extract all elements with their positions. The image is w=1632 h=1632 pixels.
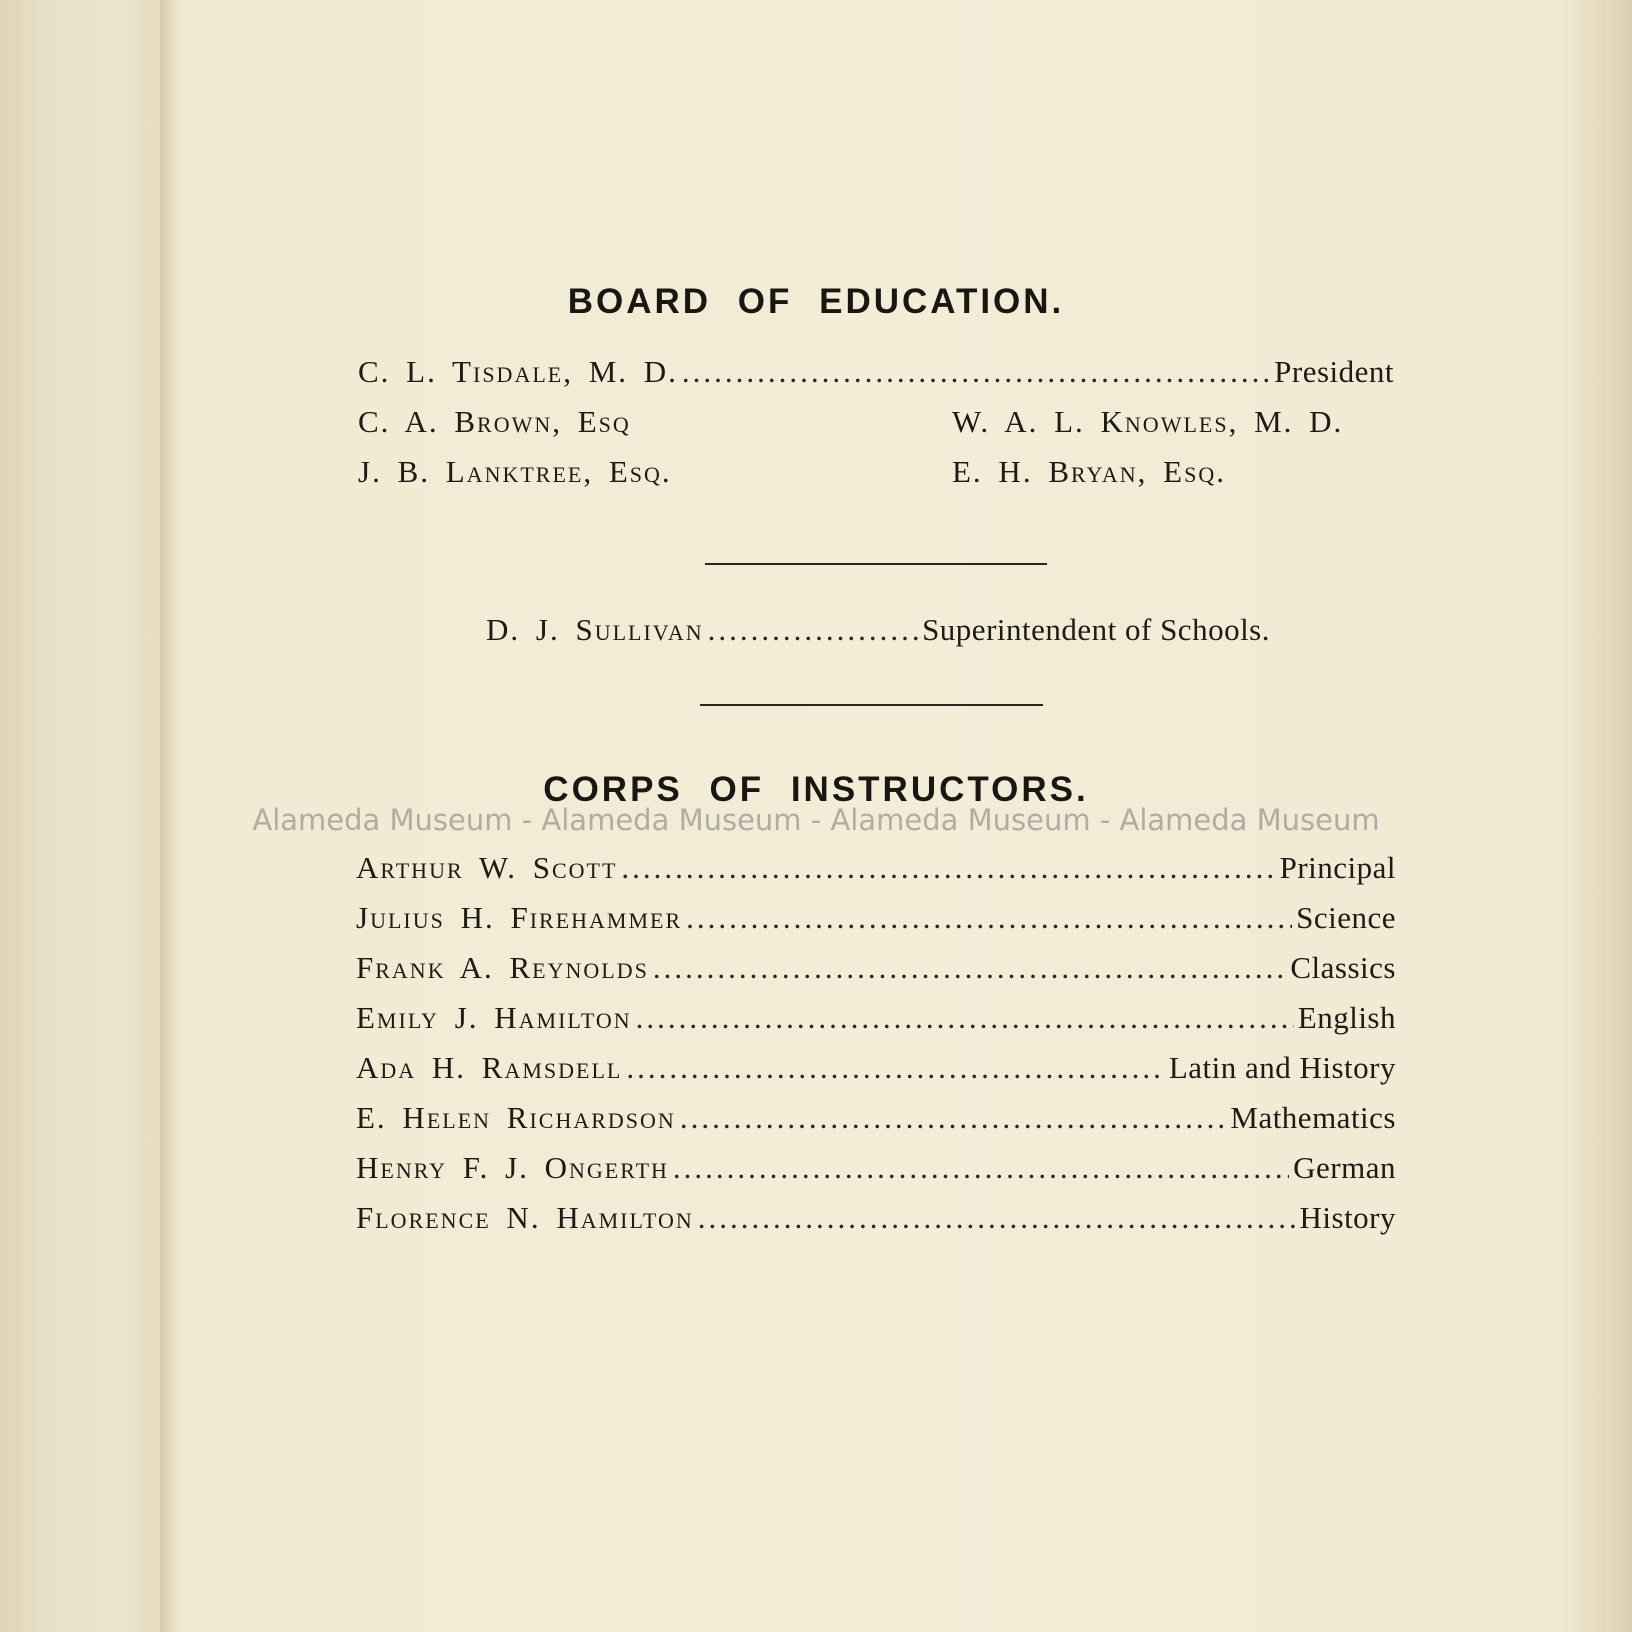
board-heading: BOARD OF EDUCATION. (567, 282, 1065, 321)
board-member: E. H. Bryan, Esq. (952, 454, 1226, 489)
leader-dots (636, 1000, 1294, 1036)
leader-dots (680, 1100, 1227, 1136)
leader-dots (626, 1050, 1164, 1086)
leader-dots (698, 1200, 1296, 1236)
instructor-row (356, 1200, 1396, 1236)
instructor-row (356, 1100, 1396, 1136)
president-role: President (1274, 354, 1394, 389)
divider-rule (700, 704, 1043, 706)
leader-dots (621, 850, 1275, 886)
leader-dots (708, 612, 918, 648)
watermark-text: Alameda Museum - Alameda Museum - Alameda Museum - Alameda Museum (252, 803, 1380, 837)
superintendent-row (486, 612, 1270, 648)
instructor-name: Julius H. Firehammer (356, 900, 683, 935)
instructor-subject: Classics (1290, 950, 1396, 985)
instructor-name: Frank A. Reynolds (356, 950, 649, 985)
board-member: J. B. Lanktree, Esq. (358, 454, 672, 489)
instructor-subject: History (1299, 1200, 1396, 1235)
instructor-row (356, 950, 1396, 986)
leader-dots (673, 1150, 1289, 1186)
board-member: C. A. Brown, Esq (358, 404, 631, 439)
instructor-subject: Latin and History (1168, 1050, 1396, 1085)
leader-dots (686, 900, 1292, 936)
instructor-name: Emily J. Hamilton (356, 1000, 632, 1035)
leader-dots (682, 354, 1270, 390)
president-row (358, 354, 1394, 390)
president-name: C. L. Tisdale, M. D. (358, 354, 678, 389)
instructor-subject: English (1297, 1000, 1396, 1035)
corps-heading: CORPS OF INSTRUCTORS. (543, 770, 1089, 809)
instructor-name: Arthur W. Scott (356, 850, 618, 885)
instructor-row (356, 900, 1396, 936)
superintendent-name: D. J. Sullivan (486, 612, 704, 647)
instructor-row (356, 1150, 1396, 1186)
instructor-subject: Science (1296, 900, 1396, 935)
instructor-subject: German (1293, 1150, 1396, 1185)
instructor-subject: Principal (1279, 850, 1396, 885)
instructor-row (356, 1050, 1396, 1086)
superintendent-role: Superintendent of Schools. (922, 612, 1270, 647)
instructor-name: Henry F. J. Ongerth (356, 1150, 669, 1185)
leader-dots (653, 950, 1287, 986)
instructor-name: E. Helen Richardson (356, 1100, 676, 1135)
instructor-name: Florence N. Hamilton (356, 1200, 694, 1235)
board-member: W. A. L. Knowles, M. D. (952, 404, 1344, 439)
divider-rule (705, 563, 1047, 565)
instructor-row (356, 1000, 1396, 1036)
instructor-subject: Mathematics (1230, 1100, 1396, 1135)
instructor-row (356, 850, 1396, 886)
instructor-name: Ada H. Ramsdell (356, 1050, 623, 1085)
